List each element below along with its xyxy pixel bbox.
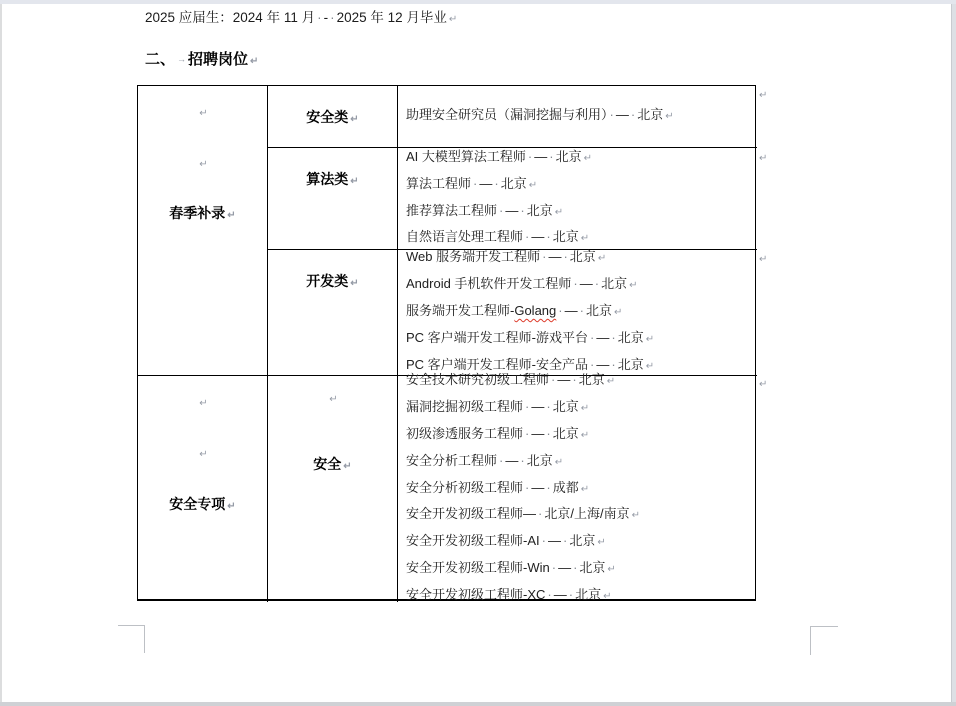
misspelled-word: Golang <box>514 303 557 319</box>
category-cell-algorithm-class <box>268 148 398 250</box>
paragraph-mark-icon: ↵ <box>199 108 208 119</box>
paragraph-mark-icon: ↵ <box>199 449 208 460</box>
group-cell-spring-supplement <box>138 86 268 376</box>
job-title: 初级渗透服务工程师 <box>406 425 524 441</box>
paragraph-mark-icon: ↵ <box>580 429 590 441</box>
paragraph-mark-icon: ↵ <box>603 591 612 603</box>
space-mark: · <box>611 356 616 372</box>
space-mark: · <box>525 479 530 495</box>
paragraph-mark-icon: ↵ <box>580 483 590 495</box>
em-dash: — <box>579 276 593 292</box>
section-heading <box>145 48 258 69</box>
em-dash: — <box>531 425 545 441</box>
job-city: 北京 <box>601 276 628 292</box>
paragraph-mark-icon: ↵ <box>631 510 640 522</box>
job-city: 成都 <box>552 479 579 495</box>
scrollbar-track[interactable] <box>951 4 956 702</box>
paragraph-mark-icon: ↵ <box>343 461 352 472</box>
paragraph-mark-icon: ↵ <box>350 113 359 125</box>
grad-dates-text-after: 2025 年 12 月毕业 <box>336 10 447 25</box>
em-dash: — <box>615 107 629 123</box>
category-label: 开发类 ↵ <box>306 273 359 289</box>
job-line <box>406 299 757 326</box>
jobs-cell-security-special <box>398 371 757 603</box>
job-city: 北京 <box>617 356 644 372</box>
em-dash: — <box>531 229 545 245</box>
job-line <box>406 172 757 199</box>
job-title: 安全开发初级工程师-XC <box>406 587 546 603</box>
margin-crop-mark-bottom-left <box>118 625 145 626</box>
job-line <box>406 199 757 226</box>
em-dash: — <box>558 560 572 576</box>
job-title: Web 服务端开发工程师 <box>406 249 541 265</box>
job-city: 北京 <box>579 560 606 576</box>
job-line <box>406 476 757 503</box>
space-mark: · <box>525 425 530 441</box>
job-line <box>406 583 757 610</box>
row-end-mark-icon: ↵ <box>759 254 768 265</box>
paragraph-mark-icon: ↵ <box>329 394 338 405</box>
space-mark: · <box>611 329 616 345</box>
job-city: 北京 <box>617 329 644 345</box>
paragraph-mark-icon: ↵ <box>597 253 607 265</box>
job-title: 安全开发初级工程师-Win <box>406 560 550 576</box>
job-title: 漏洞挖掘初级工程师 <box>406 398 524 414</box>
space-mark: · <box>499 202 504 218</box>
space-mark: · <box>546 398 551 414</box>
paragraph-mark-icon: ↵ <box>227 501 236 512</box>
job-title: AI 大模型算法工程师 <box>406 148 526 164</box>
space-mark: · <box>572 371 577 387</box>
group-cell-security-special <box>138 376 268 602</box>
em-dash: — <box>531 479 545 495</box>
em-dash: — <box>505 202 519 218</box>
job-title: 助理安全研究员（漏洞挖掘与利用） <box>406 107 608 123</box>
jobs-cell-development-class <box>398 250 757 376</box>
space-mark: · <box>527 148 533 164</box>
job-city: 北京/上海/南京 <box>544 506 630 522</box>
job-line <box>406 245 757 272</box>
space-mark: · <box>579 303 584 319</box>
em-dash: — <box>564 303 578 319</box>
category-cell-development-class <box>268 250 398 376</box>
recruitment-table <box>137 85 756 601</box>
space-mark: · <box>520 452 525 468</box>
category-cell-security-class <box>268 86 398 148</box>
space-mark: · <box>330 10 335 25</box>
job-title: 安全开发初级工程师-AI <box>406 533 540 549</box>
category-label: 安全 ↵ <box>313 456 352 472</box>
job-city: 北京 <box>569 533 596 549</box>
em-dash: — <box>547 533 561 549</box>
canvas-left-edge <box>0 4 2 702</box>
em-dash: — <box>534 148 548 164</box>
em-dash: — <box>557 371 571 387</box>
job-city: 北京 <box>575 587 602 603</box>
job-city: 北京 <box>569 249 596 265</box>
group-label: 春季补录 ↵ <box>169 205 236 221</box>
heading-title: 招聘岗位 <box>188 51 249 68</box>
paragraph-mark-icon: ↵ <box>554 456 564 468</box>
space-mark: · <box>538 506 543 522</box>
space-mark: · <box>609 107 614 123</box>
em-dash: — <box>596 329 610 345</box>
job-city: 北京 <box>585 303 612 319</box>
paragraph-mark-icon: ↵ <box>665 111 674 123</box>
space-mark: · <box>546 425 551 441</box>
job-city: 北京 <box>555 148 582 164</box>
job-city: 北京 <box>526 452 553 468</box>
job-title: PC 客户端开发工程师-安全产品 <box>406 356 589 372</box>
job-city: 北京 <box>637 107 664 123</box>
space-mark: · <box>551 371 556 387</box>
tab-mark-icon: → <box>177 54 187 64</box>
paragraph-mark-icon: ↵ <box>645 360 655 372</box>
space-mark: · <box>573 276 578 292</box>
margin-crop-mark-bottom-right <box>810 626 811 655</box>
job-line <box>406 326 757 353</box>
em-dash: — <box>479 175 493 191</box>
paragraph-mark-icon: ↵ <box>583 152 592 164</box>
paragraph-mark-icon: ↵ <box>528 179 538 191</box>
space-mark: · <box>568 587 574 603</box>
space-mark: · <box>542 249 547 265</box>
job-line <box>406 103 757 130</box>
space-mark: · <box>573 560 578 576</box>
job-line <box>406 272 757 299</box>
job-line <box>406 395 757 422</box>
space-mark: · <box>525 229 530 245</box>
job-line <box>406 368 757 395</box>
space-mark: · <box>563 249 568 265</box>
space-mark: · <box>546 479 551 495</box>
paragraph-mark-icon: ↵ <box>227 210 236 221</box>
job-line <box>406 502 757 529</box>
paragraph-mark-icon: ↵ <box>199 398 208 409</box>
jobs-cell-algorithm-class <box>398 148 757 250</box>
job-city: 北京 <box>578 371 605 387</box>
canvas-bottom-edge <box>0 702 956 706</box>
space-mark: · <box>558 303 563 319</box>
job-line <box>406 422 757 449</box>
job-title: PC 客户端开发工程师-游戏平台 <box>406 329 589 345</box>
job-line <box>406 529 757 556</box>
job-city: 北京 <box>552 229 579 245</box>
grad-dates-text-before: 2025 应届生：2024 年 11 月 <box>145 10 316 25</box>
em-dash: — <box>505 452 519 468</box>
space-mark: · <box>590 356 595 372</box>
job-title: 算法工程师 <box>406 175 472 191</box>
job-title: 安全分析初级工程师 <box>406 479 524 495</box>
job-title: 安全开发初级工程师 <box>406 506 524 522</box>
paragraph-mark-icon: ↵ <box>607 564 616 576</box>
space-mark: · <box>473 175 478 191</box>
category-label: 安全类 ↵ <box>306 108 359 125</box>
heading-number: 二、 <box>145 51 176 68</box>
em-dash: — <box>596 356 610 372</box>
space-mark: · <box>546 229 551 245</box>
job-title: Android 手机软件开发工程师 <box>406 276 572 292</box>
job-title: 安全分析工程师 <box>406 452 498 468</box>
space-mark: · <box>630 107 636 123</box>
space-mark: · <box>494 175 499 191</box>
space-mark: · <box>549 148 554 164</box>
job-city: 北京 <box>552 425 579 441</box>
job-line <box>406 145 757 172</box>
paragraph-mark-icon: ↵ <box>554 206 564 218</box>
job-title: 安全技术研究初级工程师 <box>406 371 550 387</box>
paragraph-mark-icon: ↵ <box>350 278 359 289</box>
paragraph-mark-icon: ↵ <box>199 159 208 170</box>
category-cell-security <box>268 376 398 602</box>
paragraph-mark-icon: ↵ <box>250 56 259 67</box>
margin-crop-mark-bottom-right <box>810 626 838 627</box>
space-mark: · <box>541 533 546 549</box>
em-dash: — <box>531 398 545 414</box>
row-end-mark-icon: ↵ <box>759 379 768 390</box>
space-mark: · <box>590 329 595 345</box>
group-label: 安全专项 ↵ <box>169 496 236 512</box>
margin-crop-mark-bottom-left <box>144 625 145 653</box>
job-title: 自然语言处理工程师 <box>406 229 524 245</box>
paragraph-mark-icon: ↵ <box>448 14 458 25</box>
paragraph-mark-icon: ↵ <box>580 402 590 414</box>
job-line <box>406 449 757 476</box>
em-dash: — <box>553 587 567 603</box>
job-title: 服务端开发工程师-Golang <box>406 303 557 319</box>
job-city: 北京 <box>552 398 579 414</box>
job-title: 推荐算法工程师 <box>406 202 498 218</box>
paragraph-mark-icon: ↵ <box>580 233 590 245</box>
space-mark: · <box>562 533 568 549</box>
space-mark: · <box>499 452 504 468</box>
grad-dates-dash: - <box>323 10 329 25</box>
paragraph-mark-icon: ↵ <box>645 333 655 345</box>
job-city: 北京 <box>526 202 553 218</box>
em-dash: — <box>548 249 562 265</box>
paragraph-graduation-dates <box>145 9 457 29</box>
em-dash: — <box>523 506 537 522</box>
space-mark: · <box>317 10 322 25</box>
space-mark: · <box>551 560 557 576</box>
paragraph-mark-icon: ↵ <box>350 176 359 187</box>
paragraph-mark-icon: ↵ <box>629 280 638 292</box>
jobs-cell-security-class <box>398 86 757 148</box>
paragraph-mark-icon: ↵ <box>606 375 616 387</box>
canvas-top-edge <box>0 0 956 4</box>
job-line <box>406 556 757 583</box>
paragraph-mark-icon: ↵ <box>597 537 606 549</box>
category-label: 算法类 ↵ <box>306 171 359 187</box>
space-mark: · <box>520 202 525 218</box>
space-mark: · <box>594 276 600 292</box>
row-end-mark-icon: ↵ <box>759 153 768 164</box>
row-end-mark-icon: ↵ <box>759 90 768 101</box>
paragraph-mark-icon: ↵ <box>613 307 623 319</box>
space-mark: · <box>525 398 530 414</box>
job-city: 北京 <box>500 175 527 191</box>
space-mark: · <box>547 587 552 603</box>
